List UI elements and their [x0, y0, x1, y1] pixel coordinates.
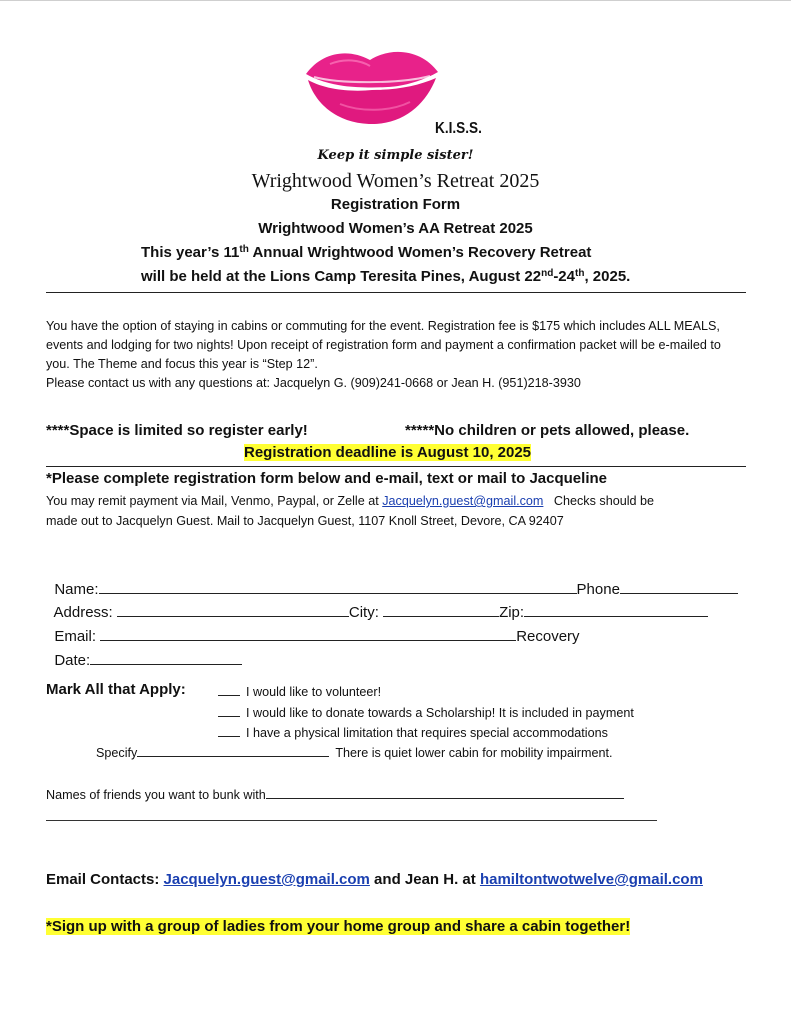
logo-text: K.I.S.S. — [435, 120, 482, 137]
limitation-text: I have a physical limitation that requires special accommodations — [246, 726, 608, 740]
space-limited-notice: ****Space is limited so register early! — [46, 422, 308, 439]
date-row — [46, 633, 242, 669]
top-border — [0, 0, 791, 1]
payment-line-2: made out to Jacquelyn Guest. Mail to Jacquelyn Guest, 1107 Knoll Street, Devore, CA 92407 — [46, 514, 564, 528]
deadline-divider — [46, 466, 746, 467]
no-children-notice: *****No children or pets allowed, please. — [405, 422, 690, 439]
limitation-checkbox[interactable] — [218, 724, 240, 737]
retreat-title: Wrightwood Women’s Retreat 2025 — [251, 170, 540, 192]
name-label: Name: — [54, 581, 99, 598]
specify-row — [96, 744, 612, 760]
email-contacts-label: Email Contacts: — [46, 871, 164, 888]
payment-text-2: Checks should be — [543, 494, 655, 508]
scholarship-text: I would like to donate towards a Scholarship! It is included in payment — [246, 706, 634, 720]
recovery-date-field[interactable] — [90, 650, 242, 665]
recovery-label: Recovery — [516, 628, 580, 645]
location-line-mid: -24 — [553, 268, 575, 285]
location-line-end: , 2025. — [584, 268, 631, 285]
friends-field-line-2[interactable] — [46, 820, 657, 821]
scholarship-option — [218, 704, 634, 720]
date-label: Date: — [54, 652, 91, 669]
header-divider — [46, 292, 746, 293]
contact-email-jacquelyn[interactable]: Jacquelyn.guest@gmail.com — [163, 871, 370, 888]
lips-logo-icon — [300, 44, 442, 126]
volunteer-option — [218, 683, 381, 699]
payment-text: You may remit payment via Mail, Venmo, Paypal, or Zelle at — [46, 494, 383, 508]
location-sup-2: th — [575, 268, 585, 279]
friends-row — [46, 786, 624, 802]
city-label: City: — [348, 604, 384, 621]
retreat-subtitle: Wrightwood Women’s AA Retreat 2025 — [258, 220, 533, 237]
cabin-note: There is quiet lower cabin for mobility impairment. — [335, 746, 613, 760]
email-label: Email: — [54, 628, 101, 645]
phone-label: Phone — [576, 581, 620, 598]
zip-label: Zip: — [499, 604, 525, 621]
payment-line-1 — [46, 494, 654, 508]
deadline-notice — [244, 444, 531, 461]
tagline: Keep it simple sister! — [317, 148, 474, 163]
mark-all-label: Mark All that Apply: — [46, 681, 186, 698]
specify-label: Specify — [96, 746, 138, 760]
limitation-option — [218, 724, 608, 740]
volunteer-text: I would like to volunteer! — [246, 685, 382, 699]
location-sup-1: nd — [541, 268, 554, 279]
location-line — [141, 268, 630, 285]
contact-email-jean[interactable]: hamiltontwotwelve@gmail.com — [479, 871, 703, 888]
address-label: Address: — [53, 604, 117, 621]
email-contacts-row — [46, 871, 703, 888]
signup-notice — [46, 918, 630, 935]
signup-highlight: *Sign up with a group of ladies from your home group and share a cabin together! — [46, 918, 631, 935]
scholarship-checkbox[interactable] — [218, 704, 240, 717]
annual-line-text: This year’s 11 — [141, 244, 240, 261]
payment-email-link[interactable]: Jacquelyn.guest@gmail.com — [382, 494, 544, 508]
friends-label: Names of friends you want to bunk with — [46, 788, 266, 802]
volunteer-checkbox[interactable] — [218, 683, 240, 696]
email-contacts-mid: and Jean H. at — [369, 871, 480, 888]
location-line-text: will be held at the Lions Camp Teresita Pines, August 22 — [141, 268, 542, 285]
form-title: Registration Form — [330, 196, 461, 213]
info-paragraph: You have the option of staying in cabins or commuting for the event. Registration fee is $175 which includes ALL MEALS, events and lodging for two nights! Upon receipt of registration form and payment a confirmation packet will be e-mailed to you. The Theme and focus this year is “Step 12”. — [46, 319, 721, 371]
deadline-highlight: Registration deadline is August 10, 2025 — [244, 444, 532, 461]
specify-field[interactable] — [137, 744, 329, 757]
annual-line — [141, 244, 591, 261]
contact-phone-line: Please contact us with any questions at: Jacquelyn G. (909)241-0668 or Jean H. (951)218-3930 — [46, 376, 581, 390]
complete-form-instruction: *Please complete registration form below and e-mail, text or mail to Jacqueline — [46, 470, 607, 487]
annual-line-rest: Annual Wrightwood Women’s Recovery Retreat — [248, 244, 592, 261]
annual-line-sup: th — [239, 244, 249, 255]
friends-field[interactable] — [266, 786, 624, 799]
